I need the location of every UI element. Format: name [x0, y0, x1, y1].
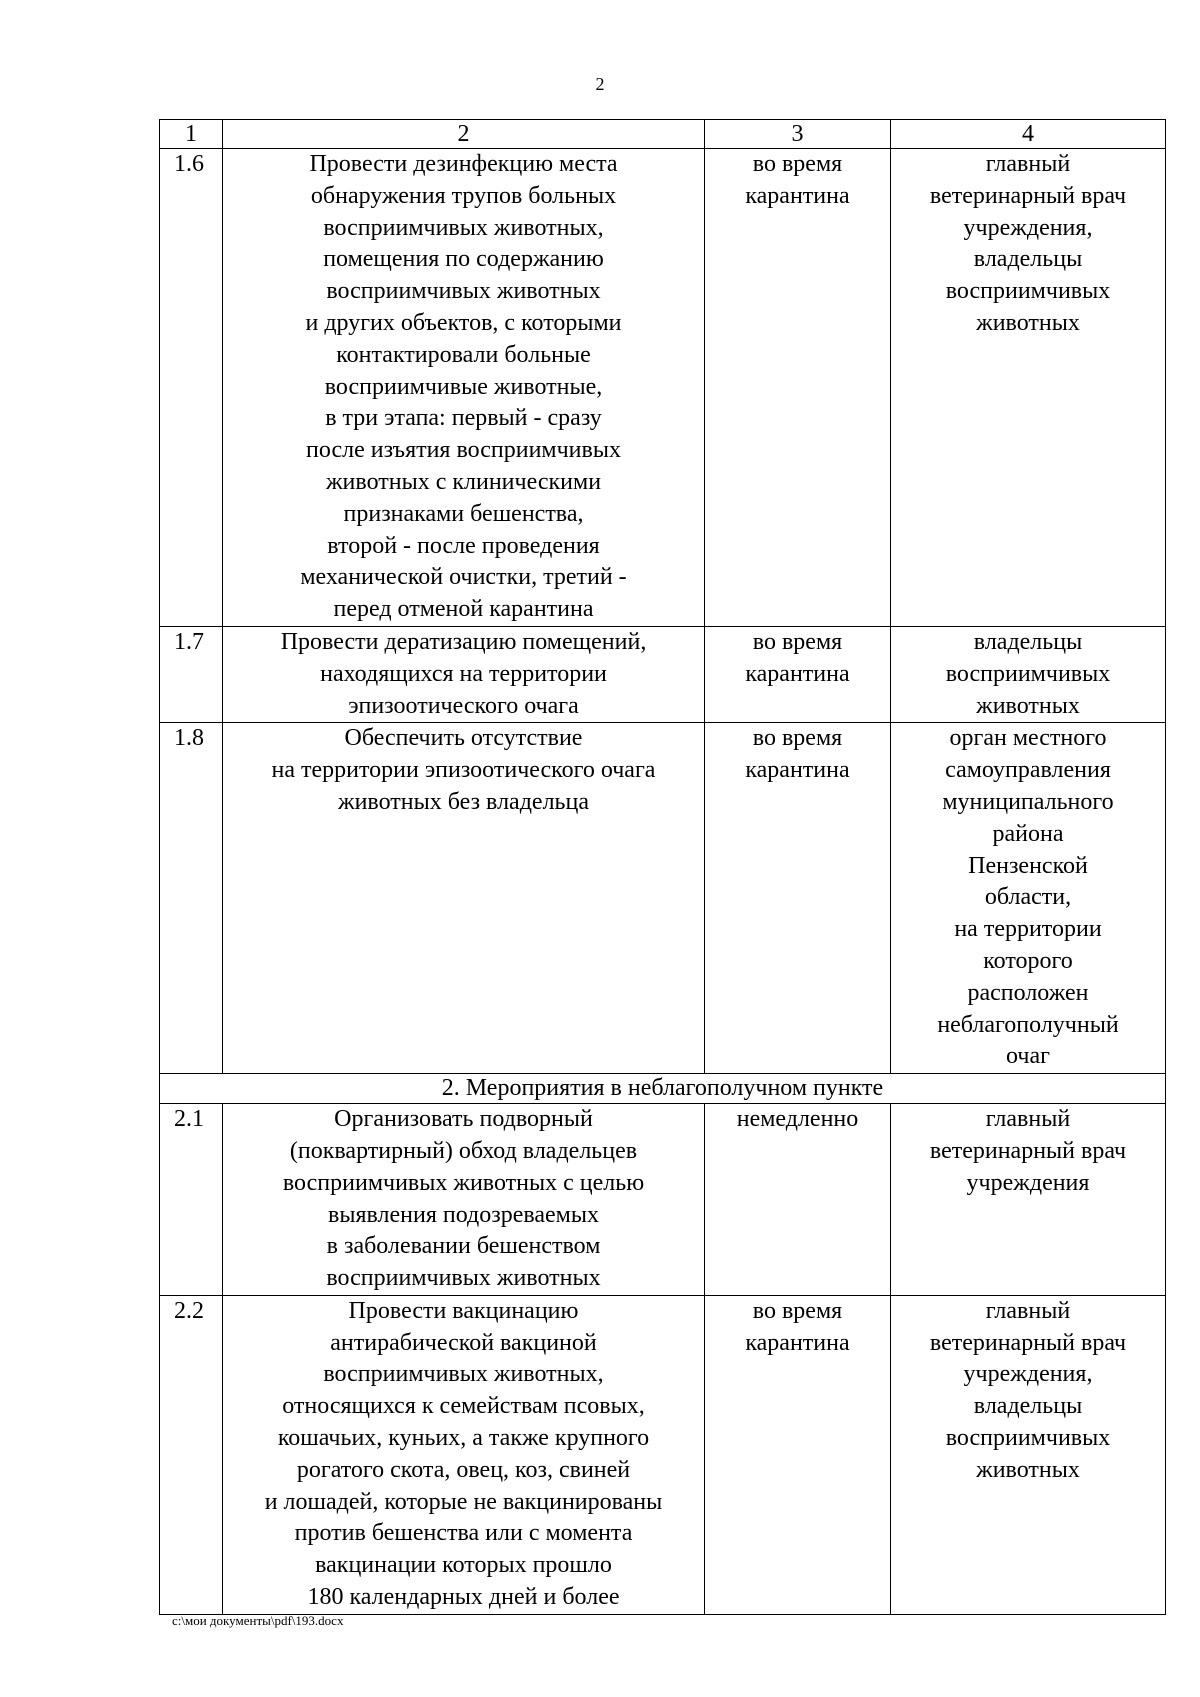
section-heading-row [160, 1074, 1166, 1104]
row-responsible: главный ветеринарный врач учреждения, владельцы восприимчивых животных [891, 149, 1166, 627]
column-header-2: 2 [223, 120, 705, 149]
row-responsible: орган местного самоуправления муниципального района Пензенской области, на территории которого расположен неблагополучный очаг [891, 723, 1166, 1074]
row-action: Организовать подворный (поквартирный) обход владельцев восприимчивых животных с целью выявления подозреваемых в заболевании бешенством восприимчивых животных [223, 1104, 705, 1296]
table-row [160, 1295, 1166, 1614]
row-responsible: владельцы восприимчивых животных [891, 626, 1166, 722]
row-number: 1.7 [160, 626, 223, 722]
row-deadline: во время карантина [705, 1295, 891, 1614]
row-action: Провести вакцинацию антирабической вакциной восприимчивых животных, относящихся к семействам псовых, кошачьих, куньих, а также крупного рогатого скота, овец, коз, свиней и лошадей, которые не вакцинированы против бешенства или с момента вакцинации которых прошло 180 календарных дней и более [223, 1295, 705, 1614]
row-responsible: главный ветеринарный врач учреждения [891, 1104, 1166, 1296]
row-number: 1.6 [160, 149, 223, 627]
column-header-3: 3 [705, 120, 891, 149]
row-deadline: во время карантина [705, 626, 891, 722]
row-deadline: во время карантина [705, 149, 891, 627]
section-title: 2. Мероприятия в неблагополучном пункте [160, 1074, 1166, 1104]
table-row [160, 723, 1166, 1074]
row-number: 2.1 [160, 1104, 223, 1296]
row-number: 1.8 [160, 723, 223, 1074]
row-action: Провести дезинфекцию места обнаружения трупов больных восприимчивых животных, помещения по содержанию восприимчивых животных и других объектов, с которыми контактировали больные восприимчивые животные, в три этапа: первый - сразу после изъятия восприимчивых животных с клиническими признаками бешенства, второй - после проведения механической очистки, третий - перед отменой карантина [223, 149, 705, 627]
row-responsible: главный ветеринарный врач учреждения, владельцы восприимчивых животных [891, 1295, 1166, 1614]
table-header-row [160, 120, 1166, 149]
column-header-1: 1 [160, 120, 223, 149]
row-number: 2.2 [160, 1295, 223, 1614]
column-header-4: 4 [891, 120, 1166, 149]
footer-file-path: c:\мои документы\pdf\193.docx [172, 1613, 344, 1628]
page-number: 2 [595, 74, 605, 94]
row-deadline: немедленно [705, 1104, 891, 1296]
measures-table [159, 119, 1166, 1615]
table-row [160, 626, 1166, 722]
table-row [160, 1104, 1166, 1296]
row-action: Обеспечить отсутствие на территории эпизоотического очага животных без владельца [223, 723, 705, 1074]
row-action: Провести дератизацию помещений, находящихся на территории эпизоотического очага [223, 626, 705, 722]
table-row [160, 149, 1166, 627]
row-deadline: во время карантина [705, 723, 891, 1074]
